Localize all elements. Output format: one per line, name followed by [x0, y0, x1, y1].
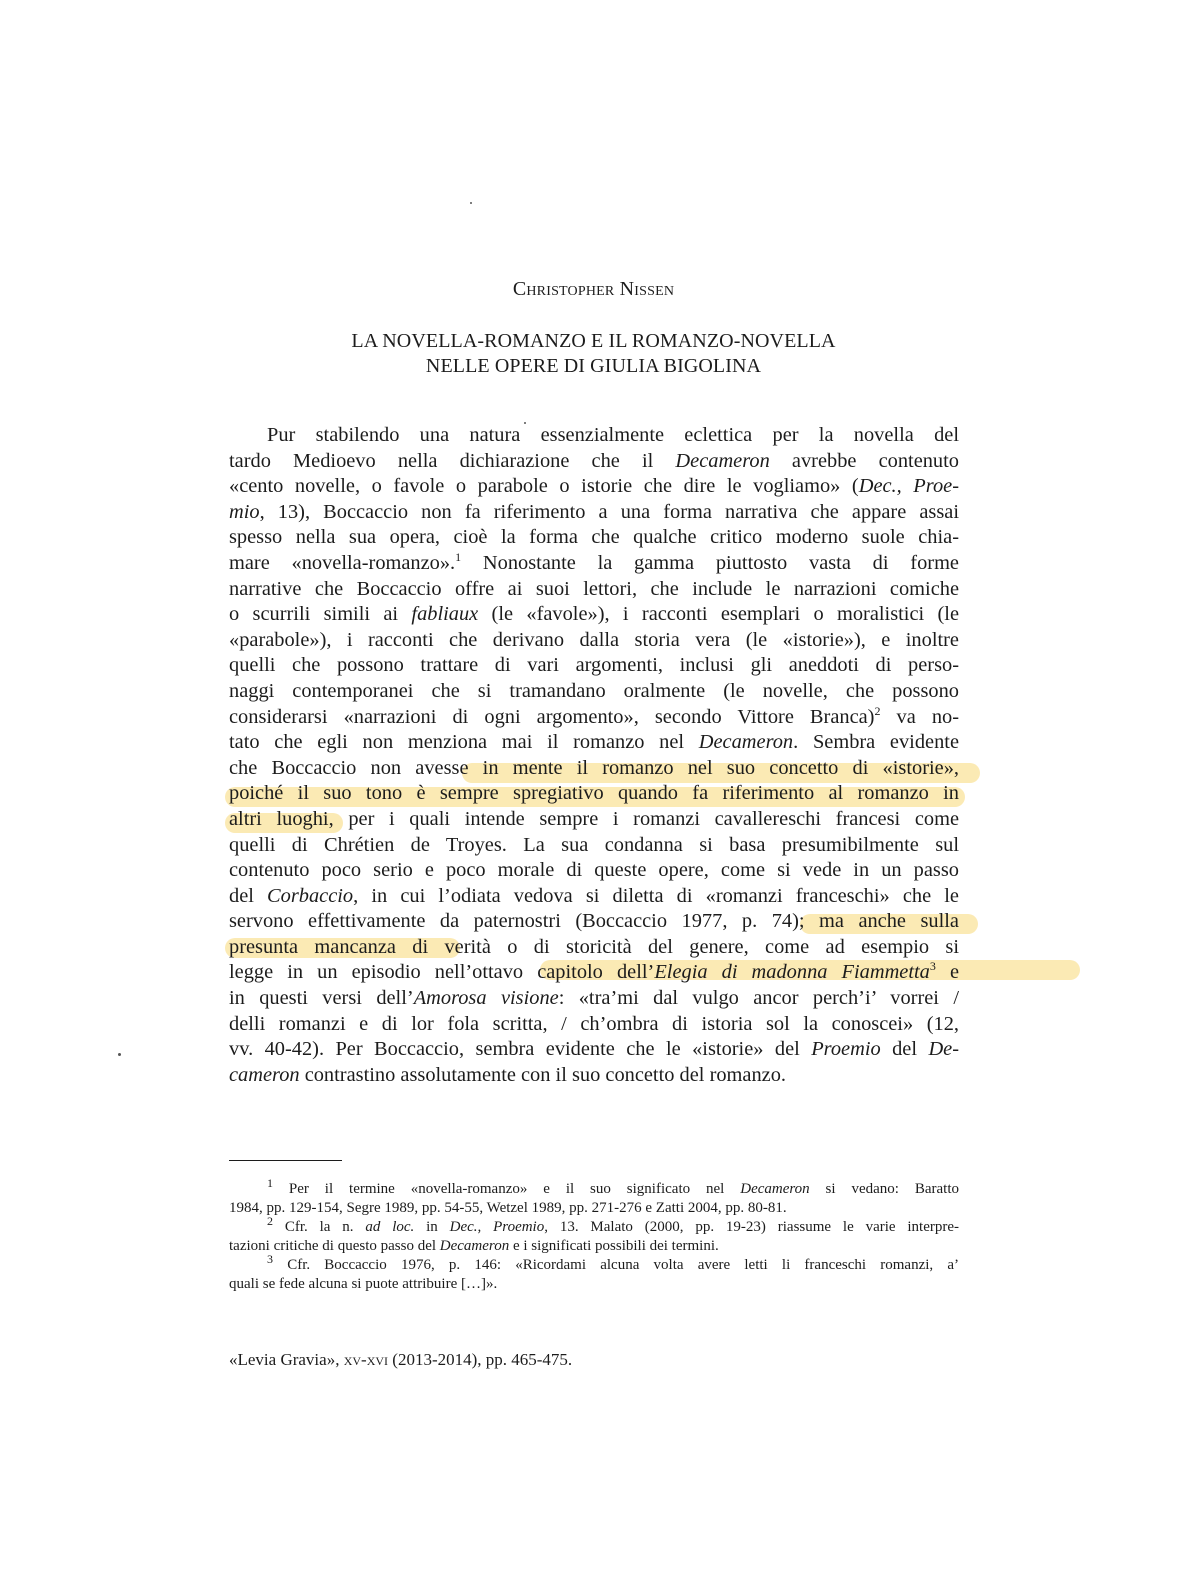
body-line: poiché il suo tono è sempre spregiativo quando fa riferimento al romanzo in — [229, 782, 959, 805]
footnotes — [229, 1176, 960, 1294]
scan-speck — [118, 1053, 121, 1056]
body-line: o scurrili simili ai fabliaux (le «favole»), i racconti esemplari o moralistici (le — [229, 603, 960, 626]
body-line: servono effettivamente da paternostri (Boccaccio 1977, p. 74); ma anche sulla — [229, 910, 959, 933]
citation-pages: (2013-2014), pp. 465-475. — [388, 1350, 573, 1369]
article-title-line-1: LA NOVELLA-ROMANZO E IL ROMANZO-NOVELLA — [351, 330, 836, 352]
footnote-line: $^1$ Per il termine «novella-romanzo» e il suo significato nel Decameron si vedano: Baratto — [267, 1176, 959, 1197]
body-line: spesso nella sua opera, cioè la forma che qualche critico moderno suole chia- — [229, 526, 959, 549]
italic-text: ad loc. — [365, 1219, 415, 1235]
body-line: che Boccaccio non avesse in mente il romanzo nel suo concetto di «istorie», — [229, 756, 959, 779]
italic-text: Dec., Proe- — [858, 475, 959, 498]
italic-text: De- — [928, 1038, 960, 1061]
body-line: tardo Medioevo nella dichiarazione che il Decameron avrebbe contenuto — [229, 449, 959, 472]
body-line: «parabole»), i racconti che derivano dalla storia vera (le «istorie»), e inoltre — [229, 628, 959, 651]
italic-text: fabliaux — [411, 603, 479, 626]
body-line: mare «novella-romanzo».$^1$ Nonostante la gamma piuttosto vasta di forme — [229, 550, 959, 574]
body-line: mio, 13), Boccaccio non fa riferimento a una forma narrativa che appare assai — [229, 500, 959, 523]
footnote-line: 1984, pp. 129-154, Segre 1989, pp. 54-55, Wetzel 1989, pp. 271-276 e Zatti 2004, pp. 80-81. — [229, 1200, 787, 1216]
body-line: delli romanzi e di lor fola scritta, / ch’ombra di istoria sol la conoscei» (12, — [229, 1012, 959, 1035]
body-line: contenuto poco serio e poco morale di queste opere, come si vede in un passo — [229, 859, 959, 882]
footnote-divider — [229, 1160, 342, 1161]
citation-volume: xv-xvi — [343, 1350, 389, 1369]
body-line: altri luoghi, per i quali intende sempre i romanzi cavallereschi francesi come — [229, 807, 959, 830]
body-line: legge in un episodio nell’ottavo capitolo dell’Elegia di madonna Fiammetta$^3$ e — [229, 959, 959, 984]
body-paragraph — [229, 423, 959, 1088]
footnote-line: tazioni critiche di questo passo del Decameron e i significati possibili dei termini. — [229, 1238, 719, 1254]
article-title-line-2: NELLE OPERE DI GIULIA BIGOLINA — [425, 355, 762, 377]
scan-speck — [470, 202, 472, 204]
italic-text: Amorosa visione — [413, 987, 559, 1010]
body-line: narrative che Boccaccio offre ai suoi lettori, che include le narrazioni comiche — [229, 577, 959, 600]
body-line: Pur stabilendo una natura essenzialmente eclettica per la novella del — [267, 424, 959, 446]
body-line: cameron contrastino assolutamente con il suo concetto del romanzo. — [229, 1063, 787, 1086]
body-line: in questi versi dell’Amorosa visione: «tra’mi dal vulgo ancor perch’i’ vorrei / — [229, 987, 959, 1010]
footnote-marker: 3 — [267, 1252, 273, 1266]
italic-text: Decameron — [740, 1181, 810, 1197]
citation-journal: «Levia Gravia» — [229, 1350, 336, 1369]
footnote-marker: 2 — [267, 1214, 273, 1228]
body-line: tato che egli non menziona mai il romanzo nel Decameron. Sembra evidente — [229, 731, 959, 754]
journal-citation: «Levia Gravia», xv-xvi (2013-2014), pp. 465-475. — [229, 1350, 573, 1369]
italic-text: cameron — [229, 1063, 300, 1086]
italic-text: Dec., Proemio — [449, 1219, 545, 1235]
italic-text: Corbaccio — [267, 884, 354, 907]
footnote-marker: 3 — [929, 959, 936, 974]
italic-text: Elegia di madonna Fiammetta — [654, 961, 930, 984]
body-line: quelli di Chrétien de Troyes. La sua condanna si basa presumibilmente sul — [229, 833, 959, 856]
body-line: vv. 40-42). Per Boccaccio, sembra evidente che le «istorie» del Proemio del De- — [229, 1038, 960, 1061]
author-name: Christopher Nissen — [512, 278, 675, 300]
footnote-line: $^2$ Cfr. la n. ad loc. in Dec., Proemio, 13. Malato (2000, pp. 19-23) riassume le varie interpre- — [267, 1214, 960, 1235]
body-line: naggi contemporanei che si tramandano oralmente (le novelle, che possono — [229, 679, 959, 702]
body-line: «cento novelle, o favole o parabole o istorie che dire le vogliamo» (Dec., Proe- — [229, 475, 959, 498]
body-line: del Corbaccio, in cui l’odiata vedova si diletta di «romanzi franceschi» che le — [229, 884, 959, 907]
italic-text: Decameron — [675, 449, 770, 472]
footnote-marker: 2 — [874, 703, 881, 718]
footnote-line: quali se fede alcuna si puote attribuire […]». — [229, 1276, 498, 1292]
footnote-marker: 1 — [267, 1176, 273, 1190]
italic-text: Proemio — [811, 1038, 881, 1061]
italic-text: mio — [229, 500, 260, 523]
italic-text: Decameron — [439, 1238, 510, 1254]
italic-text: Decameron — [698, 731, 794, 754]
body-line: presunta mancanza di verità o di storicità del genere, come ad esempio si — [229, 935, 959, 958]
footnote-line: $^3$ Cfr. Boccaccio 1976, p. 146: «Ricordami alcuna volta avere letti li franceschi romanzi, a’ — [267, 1252, 959, 1273]
body-line: quelli che possono trattare di vari argomenti, inclusi gli aneddoti di perso- — [229, 654, 959, 677]
body-line: considerarsi «narrazioni di ogni argomento», secondo Vittore Branca)$^2$ va no- — [229, 703, 959, 728]
footnote-marker: 1 — [455, 550, 462, 565]
